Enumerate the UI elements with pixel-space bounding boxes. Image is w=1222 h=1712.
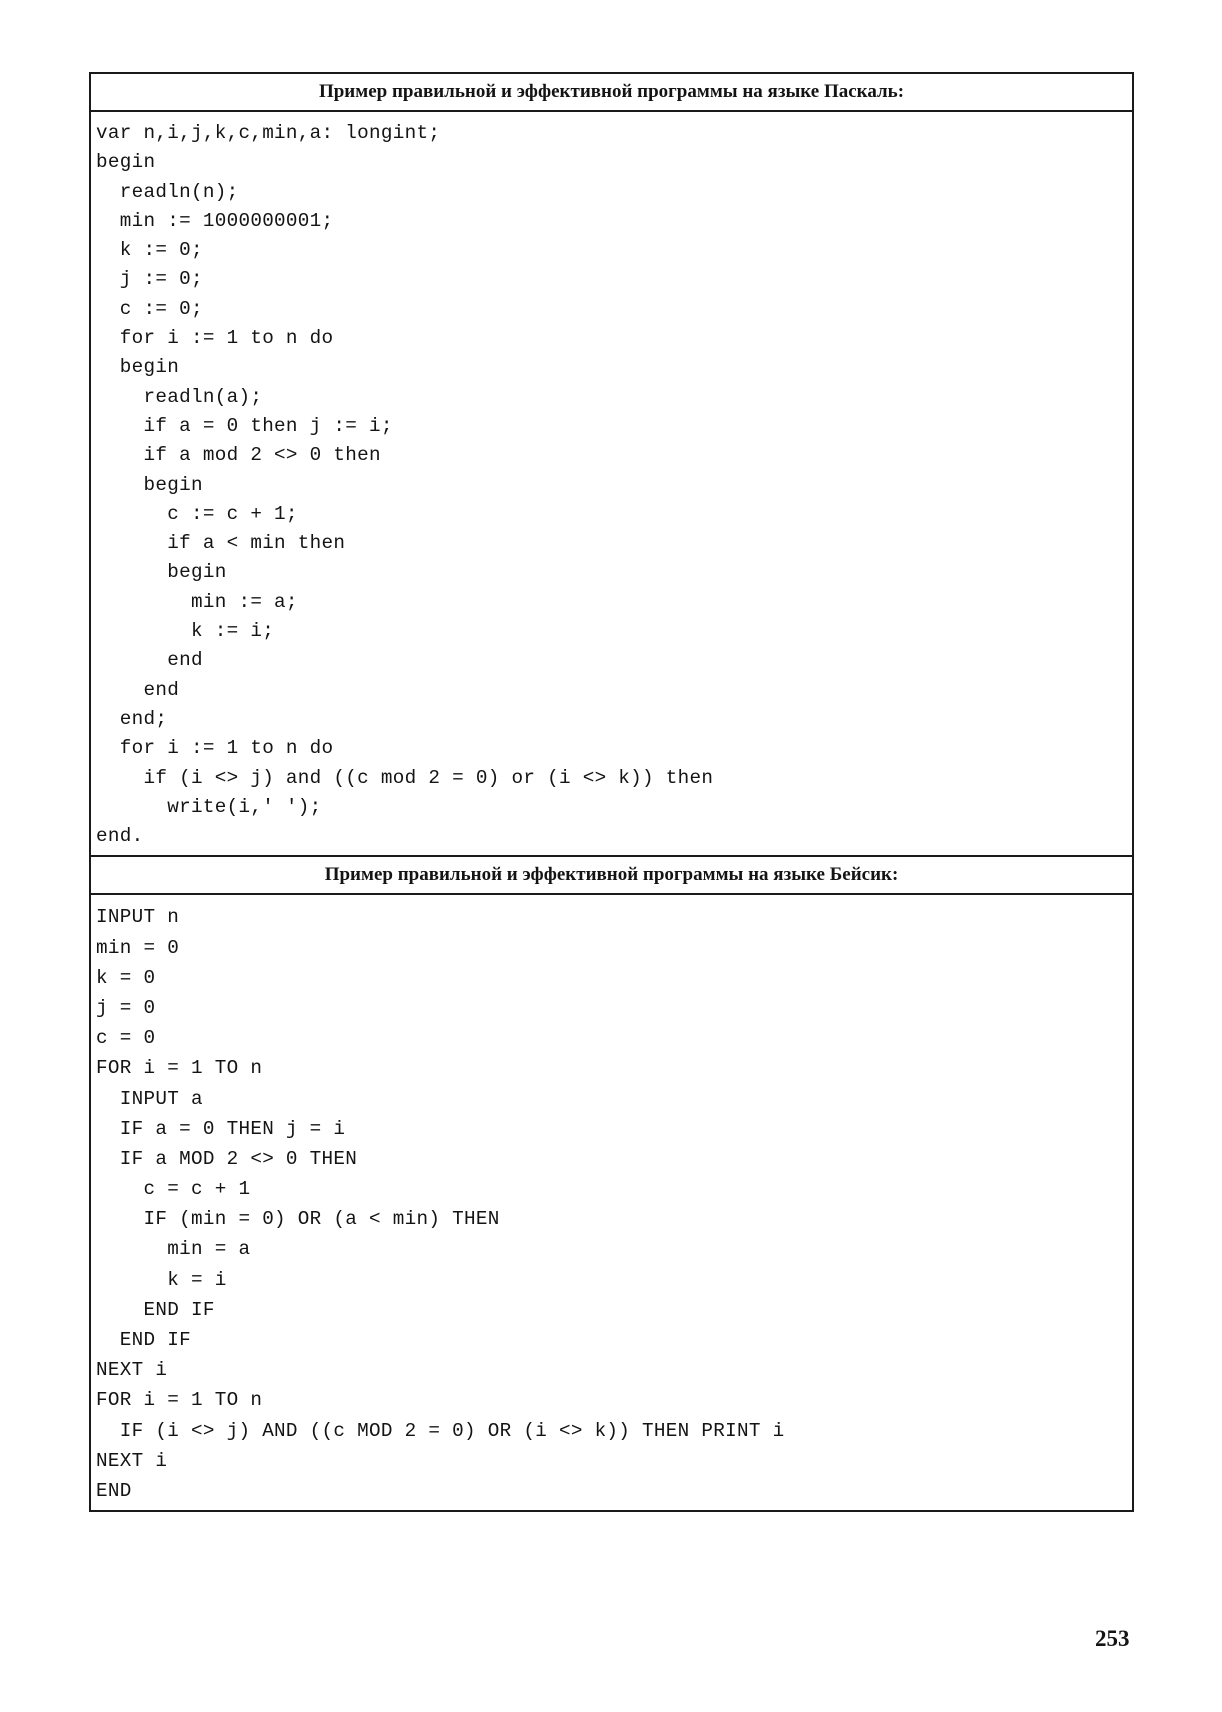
code-line: INPUT n (96, 906, 180, 929)
code-line: k = i (96, 1268, 227, 1291)
code-line: write(i,' '); (96, 795, 322, 818)
code-line: for i := 1 to n do (96, 327, 334, 350)
code-line: for i := 1 to n do (96, 737, 334, 760)
code-line: j := 0; (96, 268, 203, 291)
code-line: END IF (96, 1329, 191, 1352)
code-line: c := c + 1; (96, 502, 298, 525)
code-line: IF (i <> j) AND ((c MOD 2 = 0) OR (i <> k)) THEN PRINT i (96, 1419, 785, 1442)
basic-section-title: Пример правильной и эффективной программы на языке Бейсик: (91, 855, 1132, 895)
page-number: 253 (1095, 1626, 1130, 1651)
code-line: min := 1000000001; (96, 209, 334, 232)
code-line: min = a (96, 1238, 251, 1261)
code-line: readln(n); (96, 180, 239, 203)
code-line: IF a = 0 THEN j = i (96, 1117, 346, 1140)
code-line: INPUT a (96, 1087, 203, 1110)
code-line: if a < min then (96, 532, 346, 555)
code-line: end (96, 649, 203, 672)
code-line: begin (96, 356, 180, 379)
program-examples-table (89, 72, 1134, 1512)
code-line: k = 0 (96, 966, 156, 989)
code-line: begin (96, 561, 227, 584)
basic-code-block (91, 895, 1132, 1510)
code-line: min := a; (96, 590, 298, 613)
code-line: var n,i,j,k,c,min,a: longint; (96, 122, 441, 144)
code-line: k := 0; (96, 239, 203, 262)
code-line: j = 0 (96, 996, 156, 1019)
code-line: end (96, 678, 180, 701)
code-line: END (96, 1479, 132, 1502)
code-line: begin (96, 151, 156, 174)
code-line: begin (96, 473, 203, 496)
code-line: end; (96, 707, 168, 730)
code-line: if a = 0 then j := i; (96, 414, 393, 437)
code-line: NEXT i (96, 1359, 168, 1382)
code-line: readln(a); (96, 385, 263, 408)
code-line: k := i; (96, 620, 275, 643)
code-line: FOR i = 1 TO n (96, 1389, 263, 1412)
code-line: NEXT i (96, 1449, 168, 1472)
code-line: FOR i = 1 TO n (96, 1057, 263, 1080)
code-line: end. (96, 825, 144, 848)
code-line: if a mod 2 <> 0 then (96, 444, 381, 467)
code-line: IF (min = 0) OR (a < min) THEN (96, 1208, 500, 1231)
code-line: c = 0 (96, 1027, 156, 1050)
code-line: min = 0 (96, 936, 180, 959)
pascal-section-title: Пример правильной и эффективной программы на языке Паскаль: (91, 74, 1132, 112)
code-line: c := 0; (96, 297, 203, 320)
code-line: c = c + 1 (96, 1178, 251, 1201)
code-line: IF a MOD 2 <> 0 THEN (96, 1147, 358, 1170)
code-line: END IF (96, 1298, 215, 1321)
code-line: if (i <> j) and ((c mod 2 = 0) or (i <> k)) then (96, 766, 714, 789)
pascal-code-block (91, 112, 1132, 855)
